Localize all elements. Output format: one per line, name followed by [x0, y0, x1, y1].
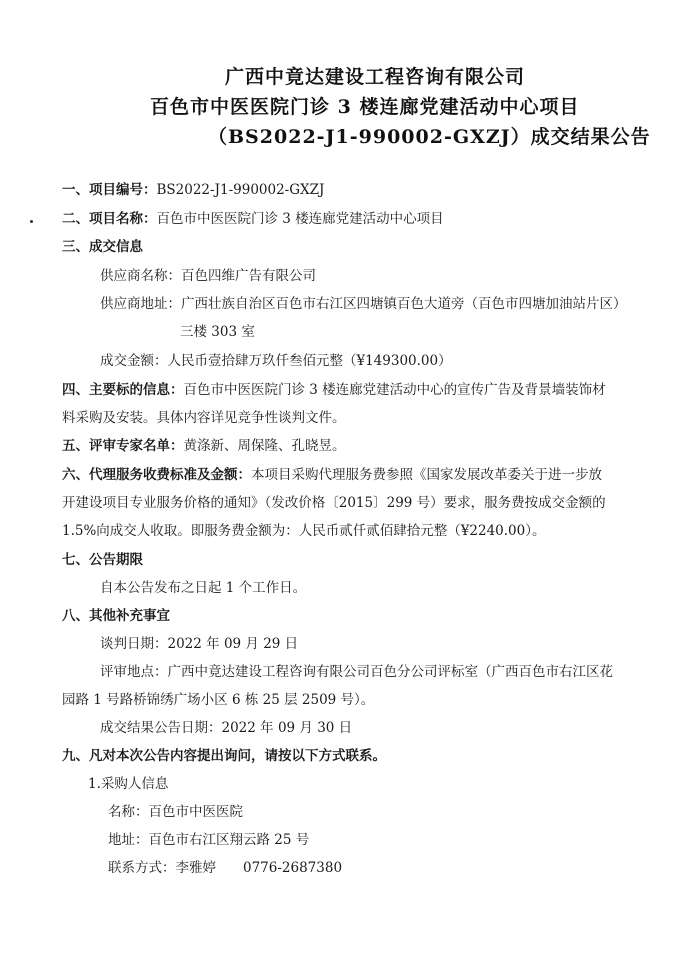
review-place: 评审地点：广西中竟达建设工程咨询有限公司百色分公司评标室（广西百色市右江区花 — [100, 664, 613, 680]
purchaser-contact-row — [108, 856, 342, 876]
main-subject-row — [62, 378, 606, 398]
title-company: 广西中竟达建设工程咨询有限公司 — [225, 66, 526, 88]
result-announce-date: 成交结果公告日期：2022 年 09 月 30 日 — [100, 720, 353, 736]
project-number-label: 一、项目编号： — [62, 182, 157, 198]
purchaser-name: 名称：百色市中医医院 — [108, 804, 243, 820]
experts-row — [62, 434, 346, 454]
deal-amount-value: 人民币壹拾肆万玖仟叁佰元整（¥149300.00） — [167, 353, 452, 369]
supplier-address-cont: 三楼 303 室 — [180, 324, 255, 340]
agency-fee-text: 本项目采购代理服务费参照《国家发展改革委关于进一步放 — [251, 467, 602, 483]
supplier-name-row — [100, 264, 316, 284]
notice-period-heading: 七、公告期限 — [62, 552, 143, 568]
inquiry-heading: 九、凡对本次公告内容提出询问，请按以下方式联系。 — [62, 748, 386, 764]
purchaser-info-heading: 1.采购人信息 — [88, 776, 169, 792]
supplier-name-value: 百色四维广告有限公司 — [181, 268, 316, 284]
purchaser-address: 地址：百色市右江区翔云路 25 号 — [108, 832, 310, 848]
deal-amount-label: 成交金额： — [100, 353, 168, 369]
supplier-address-row — [100, 292, 627, 312]
purchaser-contact-label: 联系方式： — [108, 860, 176, 876]
agency-fee-row — [62, 463, 602, 483]
supplier-address-value: 广西壮族自治区百色市右江区四塘镇百色大道旁（百色市四塘加油站片区） — [181, 296, 627, 312]
title-announcement: （BS2022-J1-990002-GXZJ）成交结果公告 — [208, 126, 651, 148]
deal-amount-row — [100, 349, 452, 369]
supplier-name-label: 供应商名称： — [100, 268, 181, 284]
purchaser-contact-value: 李雅婷 0776-2687380 — [175, 860, 343, 876]
project-name-label: 二、项目名称： — [62, 211, 157, 227]
project-number-value: BS2022-J1-990002-GXZJ — [156, 182, 325, 198]
agency-fee-label: 六、代理服务收费标准及金额： — [62, 467, 251, 483]
experts-value: 黄涤新、周保隆、孔晓昱。 — [183, 438, 346, 454]
other-matters-heading: 八、其他补充事宜 — [62, 608, 170, 624]
negotiation-date: 谈判日期：2022 年 09 月 29 日 — [100, 636, 299, 652]
main-subject-text: 百色市中医医院门诊 3 楼连廊党建活动中心的宣传广告及背景墙装饰材 — [183, 382, 606, 398]
main-subject-label: 四、主要标的信息： — [62, 382, 184, 398]
agency-fee-cont-2: 1.5%向成交人收取。即服务费金额为：人民币贰仟贰佰肆拾元整（¥2240.00）。 — [62, 523, 546, 539]
project-name-row — [62, 207, 444, 227]
title-project: 百色市中医医院门诊 3 楼连廊党建活动中心项目 — [150, 96, 580, 118]
agency-fee-cont-1: 开建设项目专业服务价格的通知》（发改价格〔2015〕299 号）要求，服务费按成交金额的 — [62, 495, 606, 511]
notice-period-text: 自本公告发布之日起 1 个工作日。 — [100, 580, 307, 596]
supplier-address-label: 供应商地址： — [100, 296, 181, 312]
review-place-cont: 园路 1 号路桥锦绣广场小区 6 栋 25 层 2509 号）。 — [62, 692, 375, 708]
scan-speck — [30, 220, 33, 223]
project-name-value: 百色市中医医院门诊 3 楼连廊党建活动中心项目 — [156, 211, 444, 227]
main-subject-cont: 料采购及安装。具体内容详见竞争性谈判文件。 — [62, 410, 346, 426]
project-number-row — [62, 178, 324, 198]
deal-info-heading: 三、成交信息 — [62, 239, 143, 255]
experts-label: 五、评审专家名单： — [62, 438, 184, 454]
